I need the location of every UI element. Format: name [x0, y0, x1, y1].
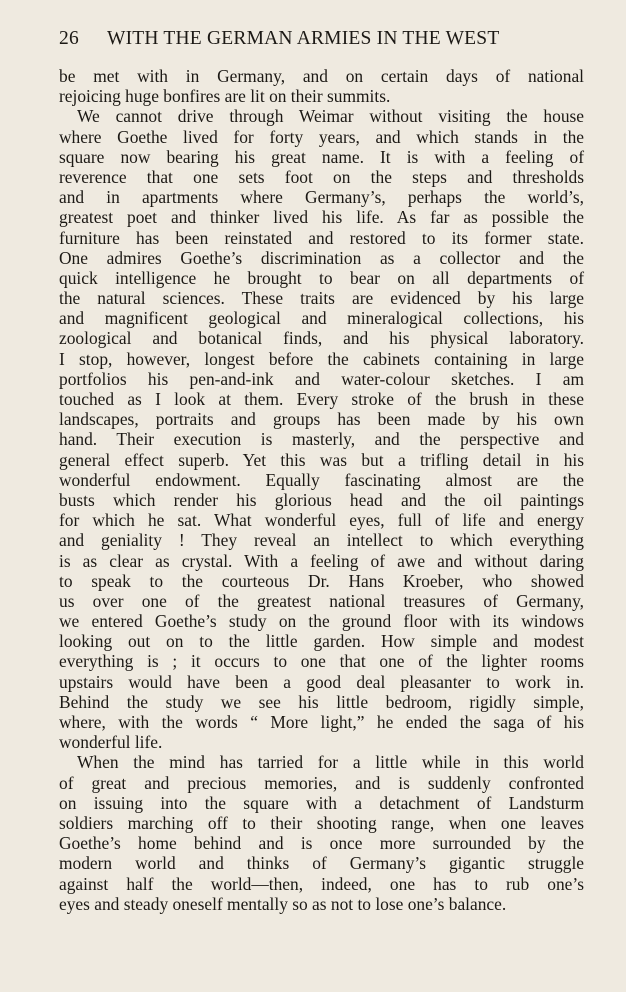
text-line: where, with the words “ More light,” he ended the saga of his [59, 712, 584, 732]
page-number: 26 [59, 28, 79, 49]
text-line: to speak to the courteous Dr. Hans Kroeber, who showed [59, 570, 584, 591]
text-line: wonderful life. [59, 732, 163, 753]
running-title: WITH THE GERMAN ARMIES IN THE WEST [107, 28, 500, 49]
text-line: zoological and botanical finds, and his physical laboratory. [59, 328, 584, 349]
text-line: modern world and thinks of Germany’s gigantic struggle [59, 853, 584, 874]
text-line: portfolios his pen-and-ink and water-colour sketches. I am [59, 368, 584, 389]
text-line: Behind the study we see his little bedroom, rigidly simple, [59, 691, 584, 712]
text-line: of great and precious memories, and is suddenly confronted [59, 772, 584, 793]
text-line: where Goethe lived for forty years, and which stands in the [59, 126, 584, 147]
text-line: square now bearing his great name. It is with a feeling of [59, 146, 584, 167]
text-line: general effect superb. Yet this was but a trifling detail in his [59, 449, 584, 470]
body-text [59, 66, 584, 914]
text-line: greatest poet and thinker lived his life. As far as possible the [59, 207, 584, 228]
paragraph [59, 66, 584, 106]
text-line: us over one of the greatest national treasures of Germany, [59, 590, 584, 611]
text-line: reverence that one sets foot on the steps and thresholds [59, 166, 584, 187]
text-line: the natural sciences. These traits are evidenced by his large [59, 288, 584, 309]
text-line: looking out on to the little garden. How simple and modest [59, 631, 584, 652]
paragraph [59, 752, 584, 914]
text-line: rejoicing huge bonfires are lit on their summits. [59, 86, 391, 107]
text-line: When the mind has tarried for a little while in this world [77, 752, 584, 773]
text-line: hand. Their execution is masterly, and the perspective and [59, 429, 584, 450]
text-line: and in apartments where Germany’s, perhaps the world’s, [59, 187, 584, 208]
text-line: eyes and steady oneself mentally so as not to lose one’s balance. [59, 893, 507, 914]
text-line: on issuing into the square with a detachment of Landsturm [59, 792, 584, 813]
text-line: wonderful endowment. Equally fascinating almost are the [59, 469, 584, 490]
text-line: touched as I look at them. Every stroke of the brush in these [59, 389, 584, 409]
text-line: for which he sat. What wonderful eyes, full of life and energy [59, 510, 584, 531]
text-line: against half the world—then, indeed, one has to rub one’s [59, 873, 584, 894]
text-line: everything is ; it occurs to one that one of the lighter rooms [59, 651, 584, 672]
page-header [59, 28, 556, 54]
text-line: be met with in Germany, and on certain days of national [59, 66, 584, 86]
text-line: soldiers marching off to their shooting range, when one leaves [59, 812, 584, 833]
text-line: I stop, however, longest before the cabinets containing in large [59, 348, 584, 369]
text-line: busts which render his glorious head and the oil paintings [59, 489, 584, 510]
text-line: upstairs would have been a good deal pleasanter to work in. [59, 671, 584, 692]
text-line: quick intelligence he brought to bear on all departments of [59, 267, 584, 288]
paragraph [59, 106, 584, 752]
text-line: and magnificent geological and mineralogical collections, his [59, 308, 584, 329]
text-line: and geniality ! They reveal an intellect to which everything [59, 530, 584, 551]
text-line: is as clear as crystal. With a feeling of awe and without daring [59, 550, 584, 571]
text-line: landscapes, portraits and groups has been made by his own [59, 409, 584, 430]
text-line: One admires Goethe’s discrimination as a collector and the [59, 247, 584, 268]
text-line: We cannot drive through Weimar without visiting the house [77, 106, 584, 127]
text-line: we entered Goethe’s study on the ground floor with its windows [59, 611, 584, 632]
text-line: furniture has been reinstated and restored to its former state. [59, 227, 584, 248]
text-line: Goethe’s home behind and is once more surrounded by the [59, 833, 584, 854]
